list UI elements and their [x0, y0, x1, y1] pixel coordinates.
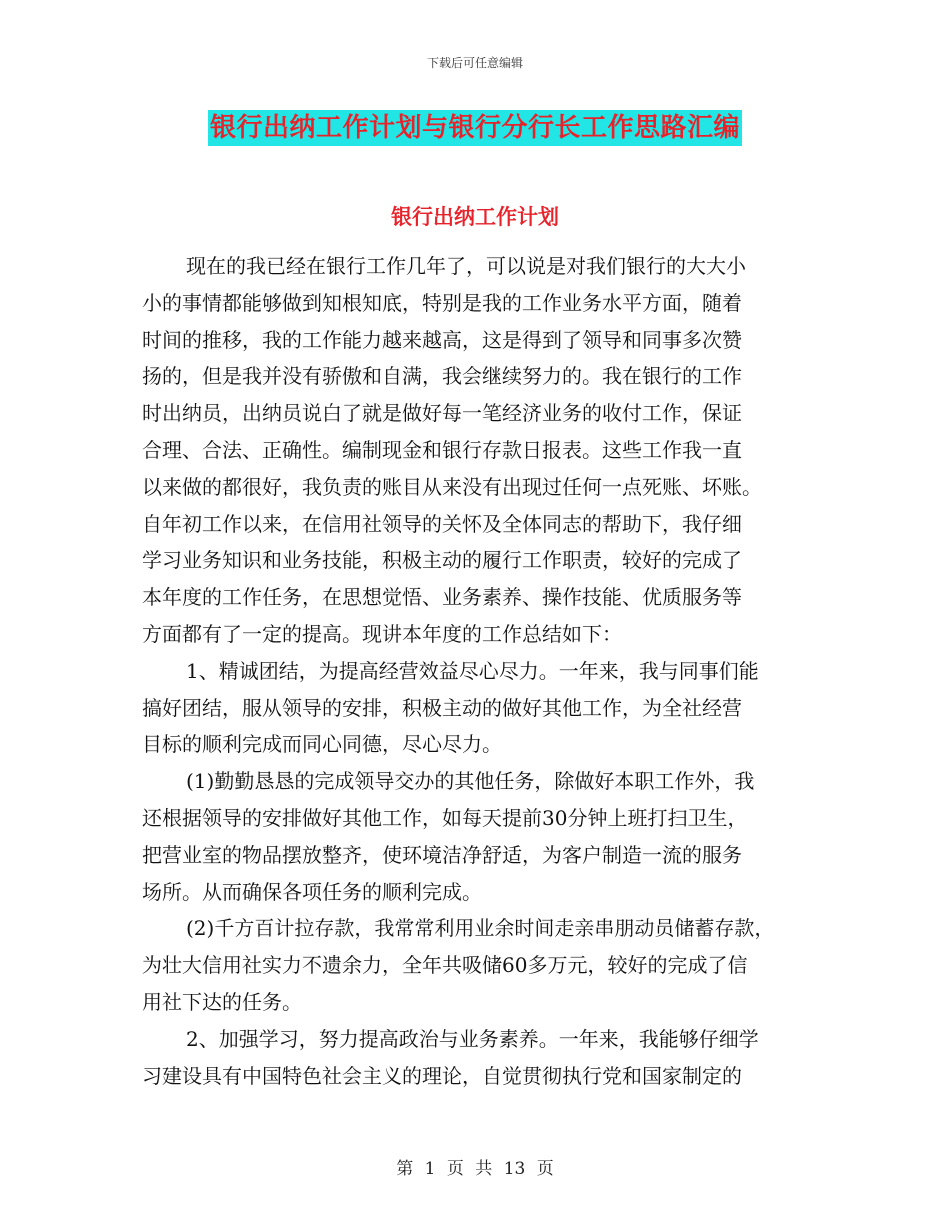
page-number: 第 1 页 共 13 页 — [396, 1159, 554, 1179]
paragraph-line: 本年度的工作任务，在思想觉悟、业务素养、操作技能、优质服务等 — [142, 585, 742, 610]
page-header-note: 下载后可任意编辑 — [426, 56, 523, 70]
paragraph-line: 以来做的都很好，我负责的账目从来没有出现过任何一点死账、坏账。 — [142, 474, 762, 499]
paragraph-line: 小的事情都能够做到知根知底，特别是我的工作业务水平方面，随着 — [142, 290, 742, 315]
section-title: 银行出纳工作计划 — [391, 205, 559, 229]
paragraph-line: 学习业务知识和业务技能，积极主动的履行工作职责，较好的完成了 — [142, 548, 742, 573]
paragraph-line: 用社下达的任务。 — [142, 989, 302, 1014]
paragraph-line: 2、加强学习，努力提高政治与业务素养。一年来，我能够仔细学 — [186, 1026, 759, 1051]
paragraph-line: (1)勤勤恳恳的完成领导交办的其他任务，除做好本职工作外，我 — [186, 769, 755, 794]
paragraph-line: 自年初工作以来，在信用社领导的关怀及全体同志的帮助下，我仔细 — [142, 511, 742, 536]
document-body — [142, 248, 812, 1094]
paragraph-line: 场所。从而确保各项任务的顺利完成。 — [142, 879, 482, 904]
paragraph-line: 目标的顺利完成而同心同德，尽心尽力。 — [142, 732, 502, 757]
document-title-text: 银行出纳工作计划与银行分行长工作思路汇编 — [208, 110, 742, 146]
paragraph-line: 方面都有了一定的提高。现讲本年度的工作总结如下： — [142, 621, 622, 646]
paragraph-line: 时间的推移，我的工作能力越来越高，这是得到了领导和同事多次赞 — [142, 327, 742, 352]
paragraph-line: 合理、合法、正确性。编制现金和银行存款日报表。这些工作我一直 — [142, 437, 742, 462]
paragraph-line: (2)千方百计拉存款，我常常利用业余时间走亲串朋动员储蓄存款， — [186, 916, 775, 941]
paragraph-line: 把营业室的物品摆放整齐，使环境洁净舒适，为客户制造一流的服务 — [142, 842, 742, 867]
paragraph-line: 习建设具有中国特色社会主义的理论，自觉贯彻执行党和国家制定的 — [142, 1063, 742, 1088]
paragraph-line: 还根据领导的安排做好其他工作，如每天提前30分钟上班打扫卫生， — [142, 805, 748, 830]
paragraph-line: 1、精诚团结，为提高经营效益尽心尽力。一年来，我与同事们能 — [186, 658, 759, 683]
paragraph-line: 搞好团结，服从领导的安排，积极主动的做好其他工作，为全社经营 — [142, 695, 742, 720]
paragraph-line: 现在的我已经在银行工作几年了，可以说是对我们银行的大大小 — [186, 254, 746, 278]
document-title — [0, 110, 950, 146]
paragraph-line: 扬的，但是我并没有骄傲和自满，我会继续努力的。我在银行的工作 — [142, 364, 742, 389]
paragraph-line: 为壮大信用社实力不遗余力，全年共吸储60多万元，较好的完成了信 — [142, 953, 748, 978]
paragraph-line: 时出纳员，出纳员说白了就是做好每一笔经济业务的收付工作，保证 — [142, 401, 742, 426]
